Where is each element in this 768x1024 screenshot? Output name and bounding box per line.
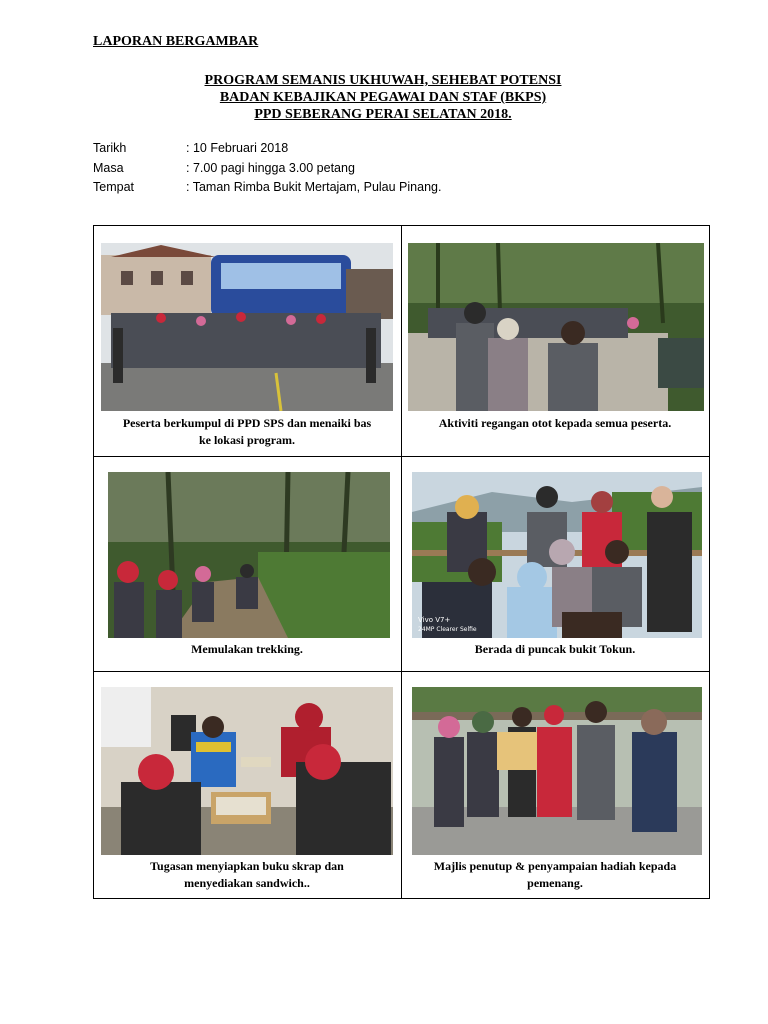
caption-trekking xyxy=(102,641,392,658)
caption-scrapbook xyxy=(102,858,392,892)
table-divider-vertical xyxy=(401,226,402,898)
program-title xyxy=(93,72,673,123)
caption-line: Aktiviti regangan otot kepada semua peserta. xyxy=(438,416,672,430)
caption-line: Memulakan trekking. xyxy=(191,642,303,656)
info-value-place: : Taman Rimba Bukit Mertajam, Pulau Pinang. xyxy=(186,180,442,194)
caption-line: Berada di puncak bukit Tokun. xyxy=(474,642,636,656)
table-divider-row-2 xyxy=(94,671,709,672)
photo-watermark-line-1: Vivo V7+ xyxy=(418,616,451,624)
caption-bus-group xyxy=(102,415,392,449)
photo-table xyxy=(93,225,710,899)
table-divider-row-1 xyxy=(94,456,709,457)
caption-line: ke lokasi program. xyxy=(198,433,296,447)
title-line-1: PROGRAM SEMANIS UKHUWAH, SEHEBAT POTENSI xyxy=(204,73,562,88)
caption-line: menyediakan sandwich.. xyxy=(184,876,310,890)
photo-bus-group xyxy=(101,243,393,411)
photo-trekking xyxy=(108,472,390,638)
title-line-3: PPD SEBERANG PERAI SELATAN 2018. xyxy=(254,107,512,122)
caption-closing-ceremony xyxy=(410,858,700,892)
caption-line: pemenang. xyxy=(527,876,583,890)
caption-stretching xyxy=(410,415,700,432)
photo-closing-ceremony xyxy=(412,687,702,855)
caption-line: Majlis penutup & penyampaian hadiah kepada xyxy=(433,859,677,873)
caption-hill-top xyxy=(410,641,700,658)
title-line-2: BADAN KEBAJIKAN PEGAWAI DAN STAF (BKPS) xyxy=(219,90,547,105)
photo-stretching xyxy=(408,243,704,411)
report-heading: LAPORAN BERGAMBAR xyxy=(93,34,259,49)
caption-line: Tugasan menyiapkan buku skrap dan xyxy=(150,859,344,873)
info-label-date: Tarikh xyxy=(93,141,127,155)
photo-watermark-line-2: 24MP Clearer Selfie xyxy=(418,626,477,633)
info-label-place: Tempat xyxy=(93,180,134,194)
photo-scrapbook xyxy=(101,687,393,855)
photo-hill-top xyxy=(412,472,702,638)
info-value-time: : 7.00 pagi hingga 3.00 petang xyxy=(186,160,355,175)
info-label-time: Masa xyxy=(93,160,124,175)
caption-line: Peserta berkumpul di PPD SPS dan menaiki bas xyxy=(122,416,372,430)
info-value-date: : 10 Februari 2018 xyxy=(186,141,289,155)
